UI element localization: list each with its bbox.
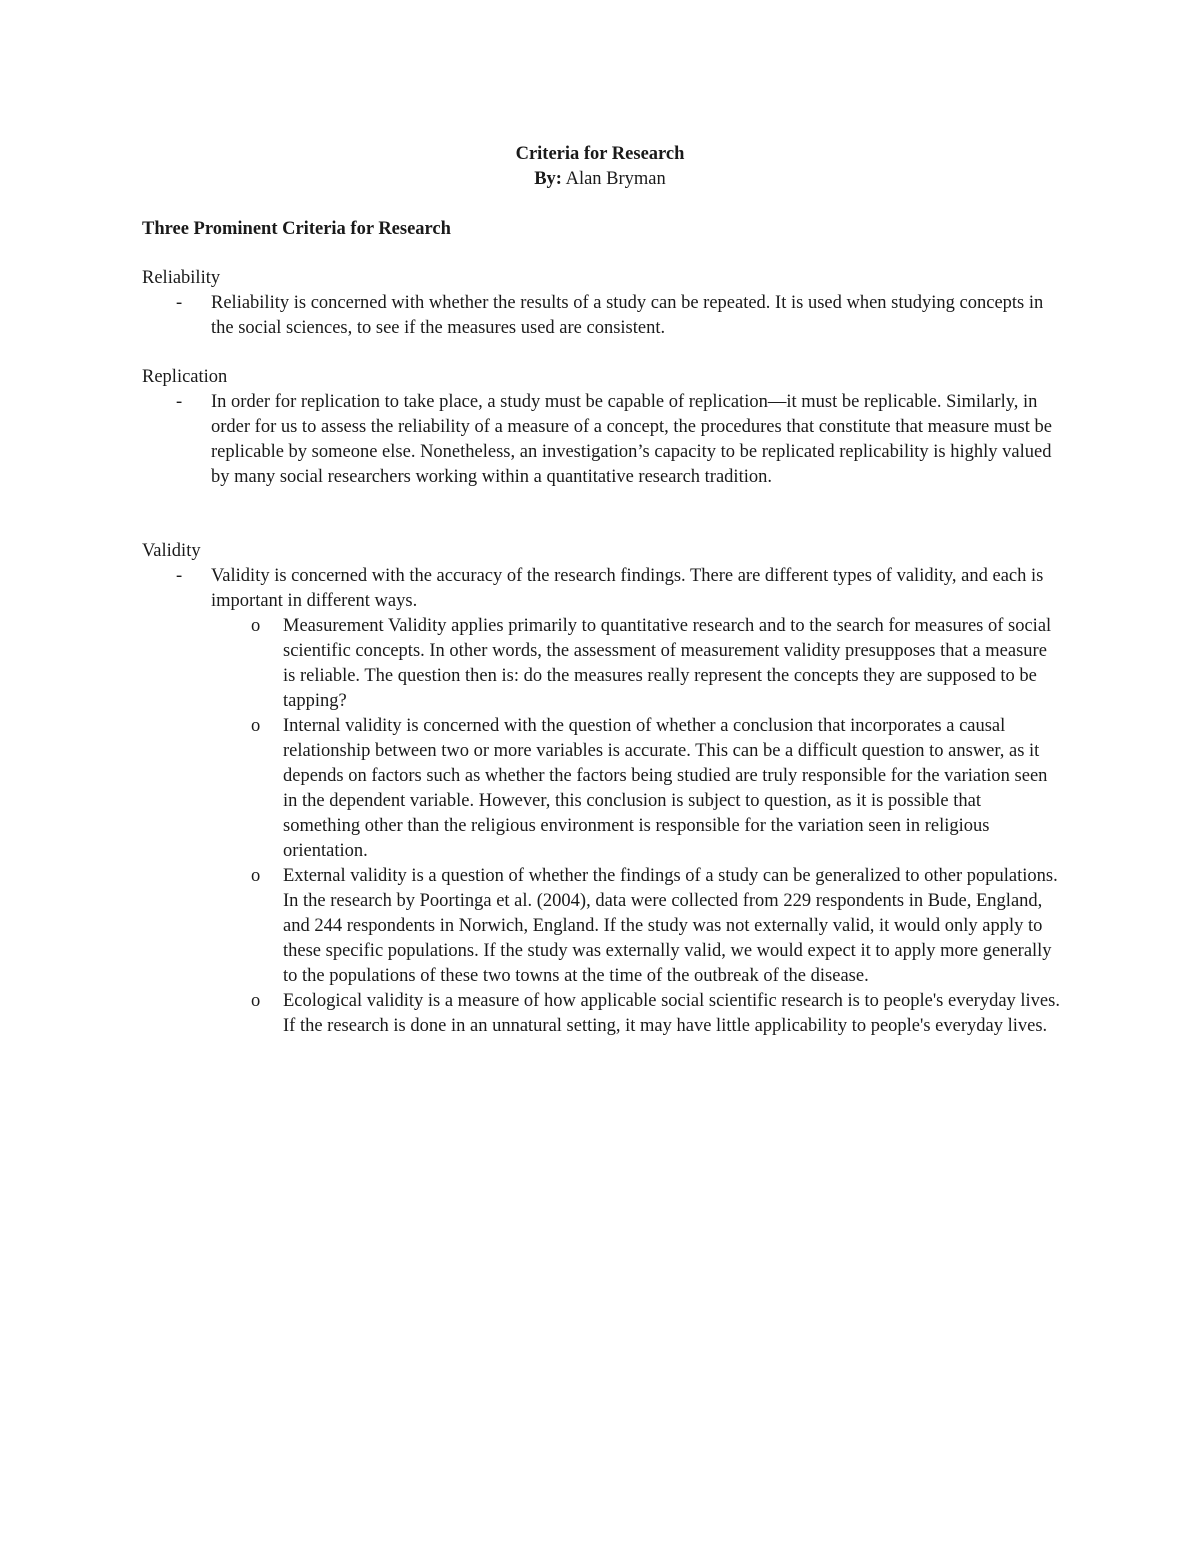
list-item-text: Validity is concerned with the accuracy of the research findings. There are different types of validity, and each is important in different ways. (211, 566, 1044, 611)
sub-item-text: External validity is a question of whether the findings of a study can be generalized to other populations. In the research by Poortinga et al. (2004), data were collected from 229 respondents in Bude, England, and 244 respondents in Norwich, England. If the study was not externally valid, it would only apply to these specific populations. If the study was externally valid, we would expect it to apply more generally to the populations of these two towns at the time of the outbreak of the disease. (283, 866, 1058, 986)
byline-author: Alan Bryman (565, 169, 666, 189)
list-item (142, 390, 1062, 490)
list-item-text: In order for replication to take place, a study must be capable of replication—it must be replicable. Similarly, in order for us to assess the reliability of a measure of a concept, the procedures that constitute that measure must be replicable by someone else. Nonetheless, an investigation’s capacity to be replicated replicability is highly valued by many social researchers working within a quantitative research tradition. (211, 392, 1052, 487)
sub-list-item (142, 714, 1062, 864)
section-validity (142, 539, 1062, 1039)
circle-bullet: o (251, 991, 261, 1011)
list-item (142, 564, 1062, 614)
title-block (0, 142, 1200, 192)
section-reliability (142, 266, 1062, 341)
dash-bullet: - (176, 293, 183, 313)
section-label-replication: Replication (142, 367, 228, 387)
section-label-validity: Validity (142, 541, 201, 561)
sub-item-text: Ecological validity is a measure of how applicable social scientific research is to people's everyday lives. If the research is done in an unnatural setting, it may have little applicability to people's everyday lives. (283, 991, 1060, 1036)
circle-bullet: o (251, 866, 261, 886)
circle-bullet: o (251, 616, 261, 636)
document-title: Criteria for Research (515, 144, 685, 164)
validity-sub-list (142, 614, 1062, 1039)
sub-list-item (142, 864, 1062, 989)
sub-item-text: Measurement Validity applies primarily to quantitative research and to the search for measures of social scientific concepts. In other words, the assessment of measurement validity presupposes that a measure is reliable. The question then is: do the measures really represent the concepts they are supposed to be tapping? (283, 616, 1052, 711)
section-replication (142, 365, 1062, 490)
list-item (142, 291, 1062, 341)
sub-item-text: Internal validity is concerned with the question of whether a conclusion that incorporates a causal relationship between two or more variables is accurate. This can be a difficult question to answer, as it depends on factors such as whether the factors being studied are truly responsible for the variation seen in the dependent variable. However, this conclusion is subject to question, as it is possible that something other than the religious environment is responsible for the variation seen in religious orientation. (283, 716, 1048, 861)
sub-list-item (142, 614, 1062, 714)
list-item-text: Reliability is concerned with whether the results of a study can be repeated. It is used when studying concepts in the social sciences, to see if the measures used are consistent. (211, 293, 1044, 338)
dash-bullet: - (176, 392, 183, 412)
dash-bullet: - (176, 566, 183, 586)
circle-bullet: o (251, 716, 261, 736)
byline-label: By: (534, 169, 562, 189)
sub-list-item (142, 989, 1062, 1039)
section-label-reliability: Reliability (142, 268, 221, 288)
byline (0, 167, 1200, 192)
section-subheading: Three Prominent Criteria for Research (142, 219, 451, 239)
